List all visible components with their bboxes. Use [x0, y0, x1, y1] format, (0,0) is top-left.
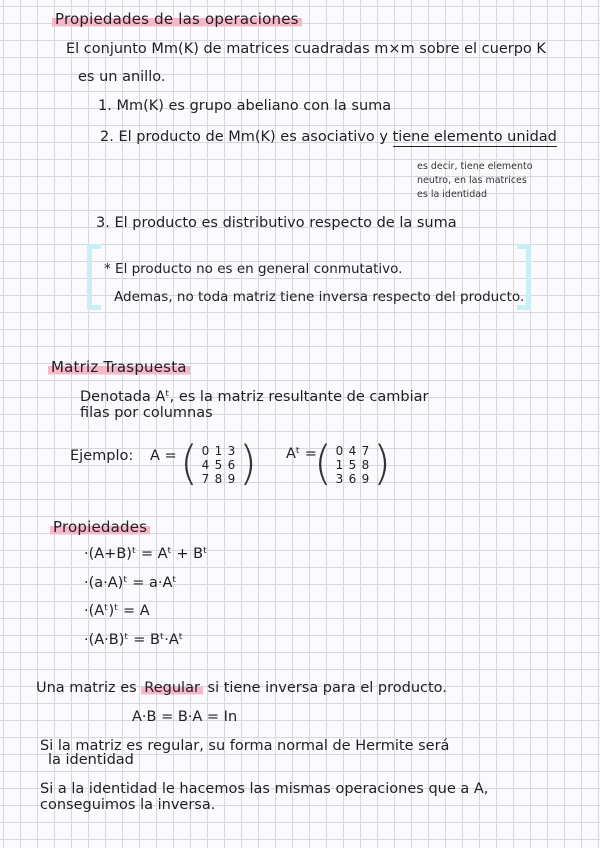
intro-line-1: El conjunto Mm(K) de matrices cuadradas m×m sobre el cuerpo K [66, 41, 546, 57]
box-note-1: * El producto no es en general conmutativo. [104, 261, 403, 277]
regular-keyword: Regular [141, 680, 203, 696]
side-note: es decir, tiene elemento neutro, en las matrices es la identidad [417, 161, 533, 200]
hermite-line-1: Si la matriz es regular, su forma normal de Hermite será [40, 738, 450, 754]
matrix-a: ( 0 1 3 4 5 6 7 8 9 ) [180, 436, 257, 490]
inverse-method-1: Si a la identidad le hacemos las mismas operaciones que a A, [40, 781, 489, 797]
transpose-prop-3: ·(Aᵗ)ᵗ = A [84, 603, 150, 619]
section-title-properties: Propiedades [50, 518, 150, 536]
regular-def: Una matriz es Regular si tiene inversa para el producto. [36, 680, 447, 696]
property-1: 1. Mm(K) es grupo abeliano con la suma [98, 98, 392, 114]
transpose-prop-2: ·(a·A)ᵗ = a·Aᵗ [84, 575, 177, 591]
bracket-left [87, 244, 101, 310]
hermite-line-2: la identidad [48, 752, 134, 768]
transpose-def-2: filas por columnas [80, 405, 213, 421]
inverse-equation: A·B = B·A = In [132, 709, 238, 725]
matrix-at-label: Aᵗ = [286, 446, 317, 462]
identity-element-phrase: tiene elemento unidad [392, 129, 557, 145]
matrix-at: ( 0 4 7 1 5 8 3 6 9 ) [314, 436, 391, 490]
transpose-prop-4: ·(A·B)ᵗ = Bᵗ·Aᵗ [84, 632, 184, 648]
transpose-def-1: Denotada Aᵗ, es la matriz resultante de cambiar [80, 389, 429, 405]
transpose-prop-1: ·(A+B)ᵗ = Aᵗ + Bᵗ [84, 546, 208, 562]
property-2: 2. El producto de Mm(K) es asociativo y tiene elemento unidad [100, 129, 557, 145]
matrix-a-label: A = [150, 448, 177, 464]
box-note-2: Ademas, no toda matriz tiene inversa respecto del producto. [114, 289, 525, 305]
section-title-operations: Propiedades de las operaciones [52, 10, 302, 28]
section-title-transpose: Matriz Traspuesta [48, 358, 190, 376]
example-label: Ejemplo: [70, 448, 134, 464]
inverse-method-2: conseguimos la inversa. [40, 797, 216, 813]
intro-line-2: es un anillo. [78, 69, 166, 85]
property-3: 3. El producto es distributivo respecto de la suma [96, 215, 457, 231]
